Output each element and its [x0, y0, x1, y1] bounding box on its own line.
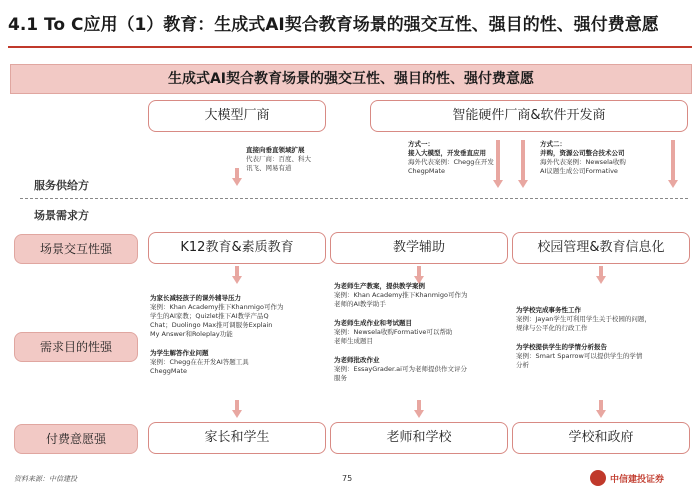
note-line: 案例：Jayan学生可利用学生关于校园的问题， [516, 315, 651, 323]
note-line: 案例：Smart Sparrow可以提供学生的学情 [516, 352, 643, 360]
note-line: 分析 [516, 361, 529, 369]
page-number: 75 [342, 474, 353, 483]
page-title: 4.1 To C应用（1）教育：生成式AI契合教育场景的强交互性、强目的性、强付费意愿 [8, 15, 659, 35]
note-heading: 为学生解答作业问题 [150, 349, 209, 357]
brand-logo [590, 468, 694, 490]
section-label-supply: 服务供给方 [34, 179, 89, 192]
purpose-notes-col2 [334, 282, 510, 383]
note-heading: 为老师生产教案，提供教学案例 [334, 282, 425, 290]
note-line: 案例：Khan Academy推下Khanmigo可作为 [150, 303, 284, 311]
provider-note-mode1-line: 海外代表案例：Chegg在开发 [408, 158, 494, 166]
purpose-notes-col1 [150, 294, 328, 376]
down-arrow-icon [414, 400, 424, 418]
category-k12: K12教育&素质教育 [148, 232, 326, 264]
row-label-purpose: 需求目的性强 [14, 332, 138, 362]
provider-note-mode1-line: 接入大模型，开发垂直应用 [408, 149, 486, 157]
section-label-demand: 场景需求方 [34, 209, 89, 222]
down-arrow-icon [493, 140, 503, 192]
provider-box-hardware-software: 智能硬件厂商&软件开发商 [370, 100, 688, 132]
provider-note-left [246, 146, 356, 173]
section-divider [20, 198, 688, 199]
note-line: 案例：EssayGrader.ai可为老师提供作文评分 [334, 365, 467, 373]
note-line: 案例：Newsela收购Formative可以帮助 [334, 328, 453, 336]
source-note: 资料来源：中信建投 [14, 475, 77, 483]
category-campus-management: 校园管理&教育信息化 [512, 232, 690, 264]
note-line: CheggMate [150, 367, 188, 375]
note-heading: 为老师生成作业和考试题目 [334, 319, 412, 327]
note-line: 案例：Chegg在在开发AI答题工具 [150, 358, 249, 366]
note-line: 老师的AI教学助手 [334, 300, 386, 308]
down-arrow-icon [596, 266, 606, 284]
note-line: Chat；Duolingo Max推可调服务Explain [150, 321, 273, 329]
down-arrow-icon [232, 266, 242, 284]
note-line: 学生的AI家教；Quizlet推下AI教学产品Q [150, 312, 269, 320]
note-heading: 为家长减轻孩子的课外辅导压力 [150, 294, 241, 302]
main-banner: 生成式AI契合教育场景的强交互性、强目的性、强付费意愿 [10, 64, 692, 94]
purpose-notes-col3 [516, 306, 692, 370]
payer-teachers-schools: 老师和学校 [330, 422, 508, 454]
note-line: 案例：Khan Academy推下Khanmigo可作为 [334, 291, 468, 299]
category-teaching-aid: 教学辅助 [330, 232, 508, 264]
payer-parents-students: 家长和学生 [148, 422, 326, 454]
note-line: 规律与公平化的行政工作 [516, 324, 588, 332]
provider-note-mode2-line: AI议题生成公司Formative [540, 167, 618, 175]
down-arrow-icon [232, 168, 242, 186]
header-divider [8, 46, 692, 48]
provider-note-mode1-line: 方式一： [408, 140, 434, 148]
note-heading: 为学校提供学生的学情分析报告 [516, 343, 607, 351]
provider-note-mode2-line: 海外代表案例：Newsela收购 [540, 158, 626, 166]
note-line: 老师生成题目 [334, 337, 373, 345]
down-arrow-icon [232, 400, 242, 418]
logo-mark-icon [590, 470, 606, 486]
note-line: My Answer和Roleplay功能 [150, 330, 233, 338]
provider-box-large-model: 大模型厂商 [148, 100, 326, 132]
logo-text: 中信建投证券 [610, 475, 665, 485]
provider-note-mode1-line: ChegpMate [408, 167, 446, 175]
down-arrow-icon [596, 400, 606, 418]
provider-note-left-line: 讯飞、网易有道 [246, 164, 292, 172]
provider-note-left-line: 直接向垂直领域扩展 [246, 146, 305, 154]
provider-note-mode2-line: 方式二： [540, 140, 566, 148]
provider-note-left-line: 代表厂商：百度、科大 [246, 155, 311, 163]
row-label-interaction: 场景交互性强 [14, 234, 138, 264]
note-heading: 为老师批改作业 [334, 356, 380, 364]
row-label-payment: 付费意愿强 [14, 424, 138, 454]
down-arrow-icon [668, 140, 678, 192]
provider-note-mode2-line: 并购，资源公司整合技术公司 [540, 149, 625, 157]
note-heading: 为学校完成事务性工作 [516, 306, 581, 314]
down-arrow-icon [518, 140, 528, 192]
note-line: 服务 [334, 374, 347, 382]
payer-schools-government: 学校和政府 [512, 422, 690, 454]
